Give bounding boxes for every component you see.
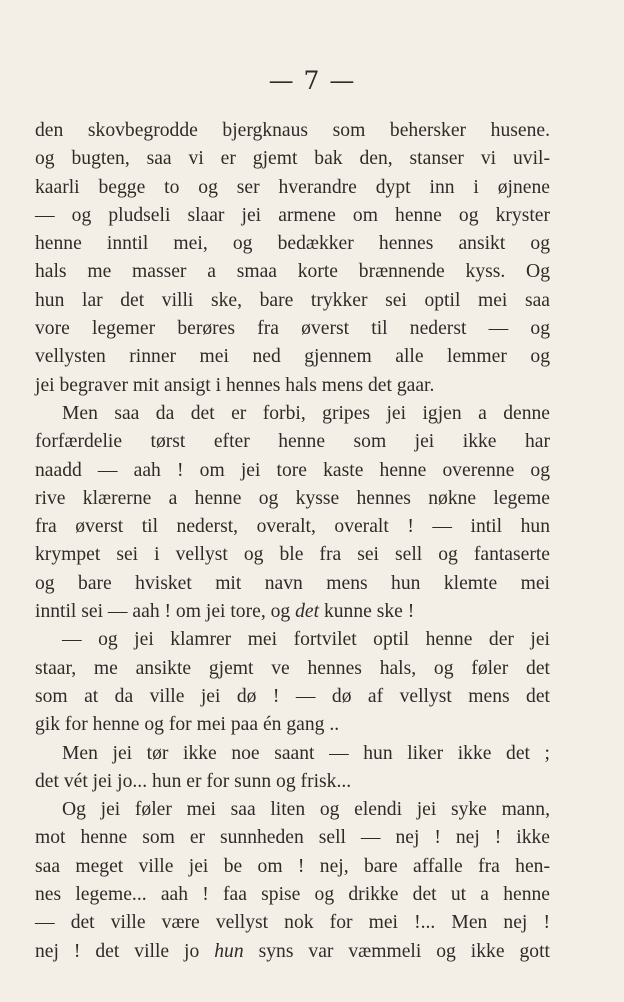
text-line (35, 315, 550, 343)
line-text: inntil sei — aah ! om jei tore, og (35, 601, 296, 623)
line-text-after: kunne ske ! (319, 601, 415, 623)
text-line (35, 174, 550, 202)
line-text: vore legemer berøres fra øverst til nederst — og (35, 318, 550, 340)
text-line (35, 230, 550, 258)
line-emphasis: hun (214, 940, 244, 962)
text-line (35, 258, 550, 286)
text-line (35, 626, 550, 654)
text-line (35, 824, 550, 852)
line-text: det vét jei jo... hun er for sunn og frisk... (35, 770, 352, 792)
line-text: — det ville være vellyst nok for mei !... Men nej ! (35, 912, 550, 934)
text-line (35, 881, 550, 909)
text-line (35, 938, 550, 966)
text-line (35, 768, 550, 796)
text-line (35, 400, 550, 428)
line-text: krympet sei i vellyst og ble fra sei sell og fantaserte (35, 544, 550, 566)
text-line (35, 909, 550, 937)
line-text: rive klærerne a henne og kysse hennes nøkne legeme (35, 487, 550, 509)
line-text: den skovbegrodde bjergknaus som behersker husene. (35, 120, 550, 141)
text-line (35, 287, 550, 315)
line-text: jei begraver mit ansigt i hennes hals mens det gaar. (35, 374, 435, 396)
text-line (35, 457, 550, 485)
line-text: forfærdelie tørst efter henne som jei ikke har (35, 431, 550, 453)
text-line (35, 796, 550, 824)
line-text: fra øverst til nederst, overalt, overalt ! — intil hun (35, 516, 550, 538)
line-text: hun lar det villi ske, bare trykker sei optil mei saa (35, 289, 550, 311)
text-line (35, 541, 550, 569)
line-text: mot henne som er sunnheden sell — nej ! nej ! ikke (35, 827, 550, 849)
line-text: hals me masser a smaa korte brænnende kyss. Og (35, 261, 550, 283)
line-text: vellysten rinner mei ned gjennem alle lemmer og (35, 346, 550, 368)
text-line (35, 485, 550, 513)
line-text: som at da ville jei dø ! — dø af vellyst mens det (35, 685, 550, 707)
text-line (35, 145, 550, 173)
line-text: nes legeme... aah ! faa spise og drikke det ut a henne (35, 884, 550, 906)
line-text: naadd — aah ! om jei tore kaste henne overenne og (35, 459, 550, 481)
text-line (35, 570, 550, 598)
line-text: Men saa da det er forbi, gripes jei igjen a denne (62, 402, 550, 424)
line-emphasis: det (295, 601, 320, 623)
line-text: staar, me ansikte gjemt ve hennes hals, og føler det (35, 657, 550, 679)
text-line (35, 655, 550, 683)
text-line (35, 683, 550, 711)
text-line (35, 513, 550, 541)
text-line (35, 740, 550, 768)
line-text: — og pludseli slaar jei armene om henne og kryster (35, 204, 550, 226)
line-text: saa meget ville jei be om ! nej, bare affalle fra hen- (35, 855, 550, 877)
text-line (35, 343, 550, 371)
text-line (35, 372, 550, 400)
line-text-after: syns var væmmeli og ikke gott (243, 940, 550, 962)
text-line (35, 853, 550, 881)
text-line (35, 202, 550, 230)
line-text: henne inntil mei, og bedækker hennes ansikt og (35, 233, 550, 255)
line-text: og bare hvisket mit navn mens hun klemte mei (35, 572, 550, 594)
line-text: kaarli begge to og ser hverandre dypt inn i øjnene (35, 176, 550, 198)
text-line (35, 428, 550, 456)
text-line (35, 117, 550, 145)
text-line (35, 598, 550, 626)
body-text (35, 117, 550, 966)
line-text: gik for henne og for mei paa én gang .. (35, 714, 340, 736)
line-text: og bugten, saa vi er gjemt bak den, stanser vi uvil- (35, 148, 550, 170)
line-text: — og jei klamrer mei fortvilet optil henne der jei (62, 629, 550, 651)
page-number: — 7 — (268, 66, 356, 95)
line-text: Og jei føler mei saa liten og elendi jei syke mann, (62, 799, 550, 821)
line-text: nej ! det ville jo (35, 940, 215, 962)
line-text: Men jei tør ikke noe saant — hun liker ikke det ; (62, 742, 550, 764)
text-line (35, 711, 550, 739)
